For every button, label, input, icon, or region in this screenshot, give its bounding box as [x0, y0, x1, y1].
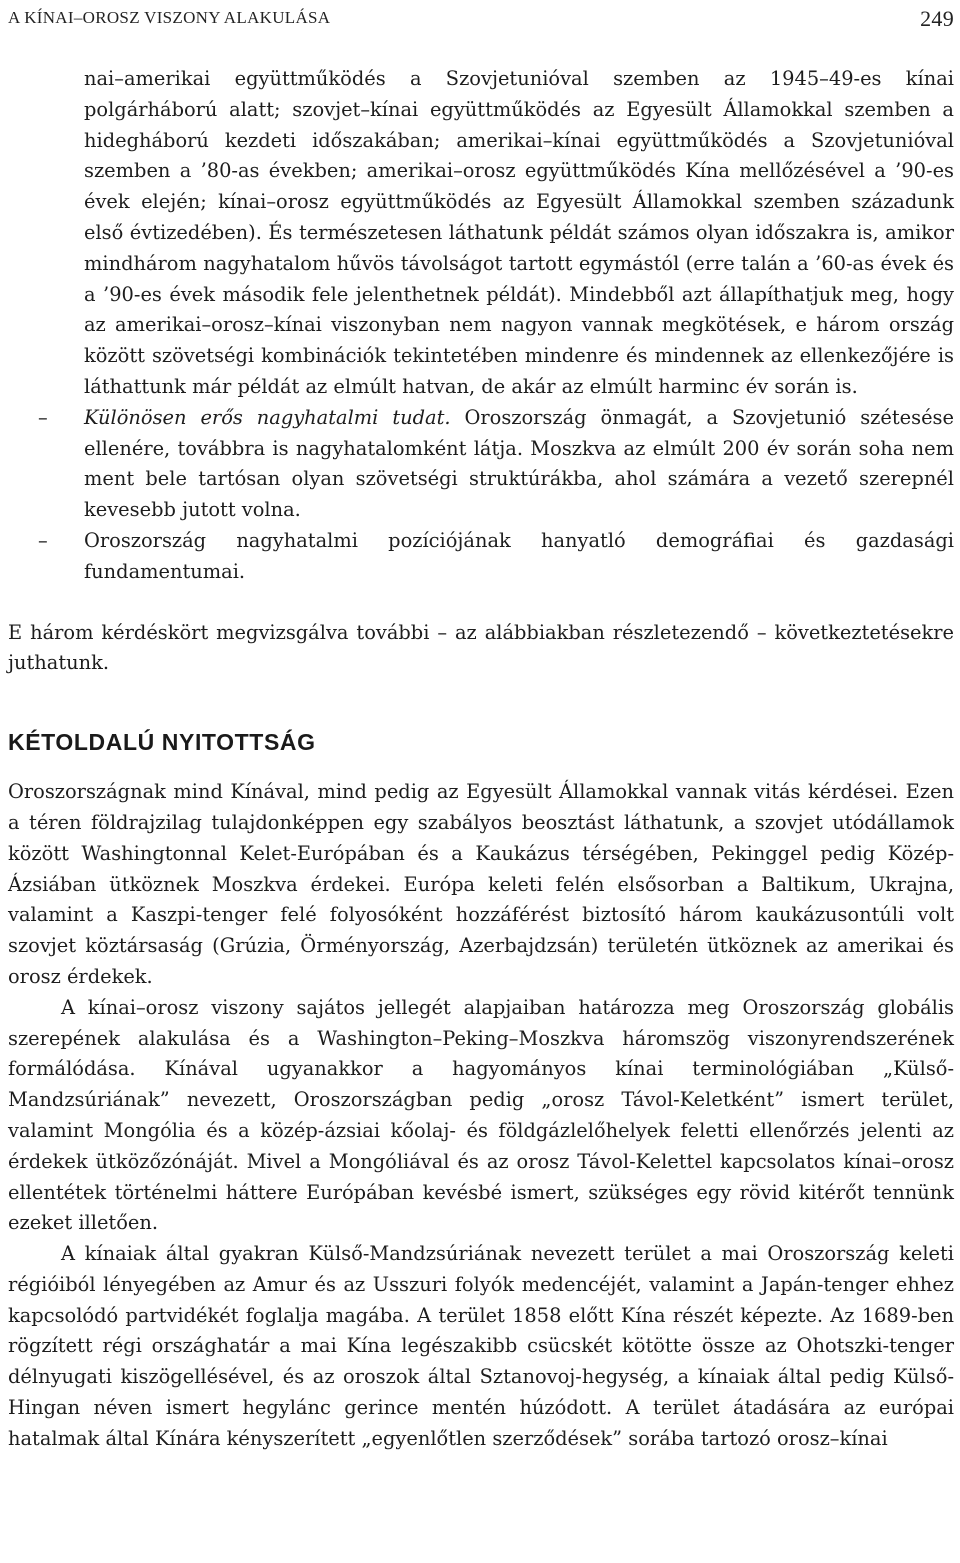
summary-paragraph: E három kérdéskört megvizsgálva további – az alábbiakban részletezendő – következtetésekre juthatunk. — [8, 620, 954, 675]
list-item — [8, 403, 954, 526]
running-title: A KÍNAI–OROSZ VISZONY ALAKULÁSA — [8, 8, 331, 27]
list-item-text: Oroszország nagyhatalmi pozíciójának hanyatló demográfiai és gazdasági fundamentumai. — [84, 528, 954, 583]
paragraph: Oroszországnak mind Kínával, mind pedig az Egyesült Államokkal vannak vitás kérdései. Ezen a téren földrajzilag tulajdonképpen egy szabályos beosztást láthatunk, a szovjet utódállamok között Washingtonnal Kelet-Európában és a Kaukázus térségében, Pekinggel pedig Közép-Ázsiában ütköznek Moszkva érdekei. Európa keleti felén elsősorban a Baltikum, Ukrajna, valamint a Kaszpi-tenger felé folyosóként hozzáférést biztosító három kaukázusontúli volt szovjet köztársaság (Grúzia, Örményország, Azerbajdzsán) területén ütköznek az amerikai és orosz érdekek. — [8, 780, 954, 988]
list-item-text: Oroszország önmagát, a Szovjetunió szétesése ellenére, továbbra is nagyhatalomként látja. Moszkva az elmúlt 200 év során soha nem ment bele tartósan olyan szövetségi struktúrákba, ahol számára a vezető szerepnél kevesebb jutott volna. — [84, 405, 954, 522]
running-header — [8, 6, 954, 34]
paragraph: A kínaiak által gyakran Külső-Mandzsúriának nevezett terület a mai Oroszország keleti régióiból lényegében az Amur és az Usszuri folyók medencéjét, valamint a Japán-tenger ehhez kapcsolódó partvidékét foglalja magába. A terület 1858 előtt Kína részét képezte. Az 1689-ben rögzített régi országhatár a mai Kína legészakibb csücskét kötötte össze az Ohotszki-tenger délnyugati kiszögellésével, és az oroszok által Sztanovoj-hegység, a kínaiak által pedig Külső-Hingan néven ismert hegylánc gerince mentén húzódott. A terület átadására az európai hatalmak által Kínára kényszerített „egyenlőtlen szerződések” sorába tartozó orosz–kínai — [8, 1242, 954, 1450]
page-body — [8, 64, 954, 1455]
list-item — [8, 526, 954, 588]
page-number: 249 — [920, 6, 954, 31]
spacer — [8, 588, 954, 618]
dash-bullet: – — [38, 528, 48, 552]
continued-list-item-text: nai–amerikai együttműködés a Szovjetunióval szemben az 1945–49-es kínai polgárháború alatt; szovjet–kínai együttműködés az Egyesült Államokkal szemben a hidegháború kezdeti időszakában; amerikai–kínai együttműködés a Szovjetunióval szemben a ’80-as években; amerikai–orosz együttműködés Kína mellőzésével a ’90-es évek elején; kínai–orosz együttműködés az Egyesült Államokkal szemben századunk első évtizedében). És természetesen láthatunk példát számos olyan időszakra is, amikor mindhárom nagyhatalom hűvös távolságot tartott egymástól (erre talán a ’60-as évek és a ’90-es évek második fele jelenthetnek példát). Mindebből azt állapíthatjuk meg, hogy az amerikai–orosz–kínai viszonyban nem nagyon vannak megkötések, e három ország között szövetségi kombinációk tekintetében mindenre és mindennek az ellenkezőjére is láthattunk már példát az elmúlt hatvan, de akár az elmúlt harminc év során is. — [84, 67, 954, 398]
paragraph: A kínai–orosz viszony sajátos jellegét alapjaiban határozza meg Oroszország globális szerepének alakulása és a Washington–Peking–Moszkva háromszög viszonyrendszerének formálódása. Kínával ugyanakkor a hagyományos kínai terminológiában „Külső-Mandzsúriának” nevezett, Oroszországban pedig „orosz Távol-Keletként” ismert terület, valamint Mongólia és a közép-ázsiai kőolaj- és földgázlelőhelyek feletti ellenőrzés jelenti az érdekek ütközőzónáját. Mivel a Mongóliával és az orosz Távol-Kelettel kapcsolatos kínai–orosz ellentétek történelmi háttere Európában kevésbé ismert, szükséges egy rövid kitérőt tennünk ezeket illetően. — [8, 995, 954, 1235]
list-item-italic-lead: Különösen erős nagyhatalmi tudat. — [84, 405, 451, 429]
dash-bullet: – — [38, 405, 48, 429]
section-heading: KÉTOLDALÚ NYITOTTSÁG — [8, 729, 316, 756]
